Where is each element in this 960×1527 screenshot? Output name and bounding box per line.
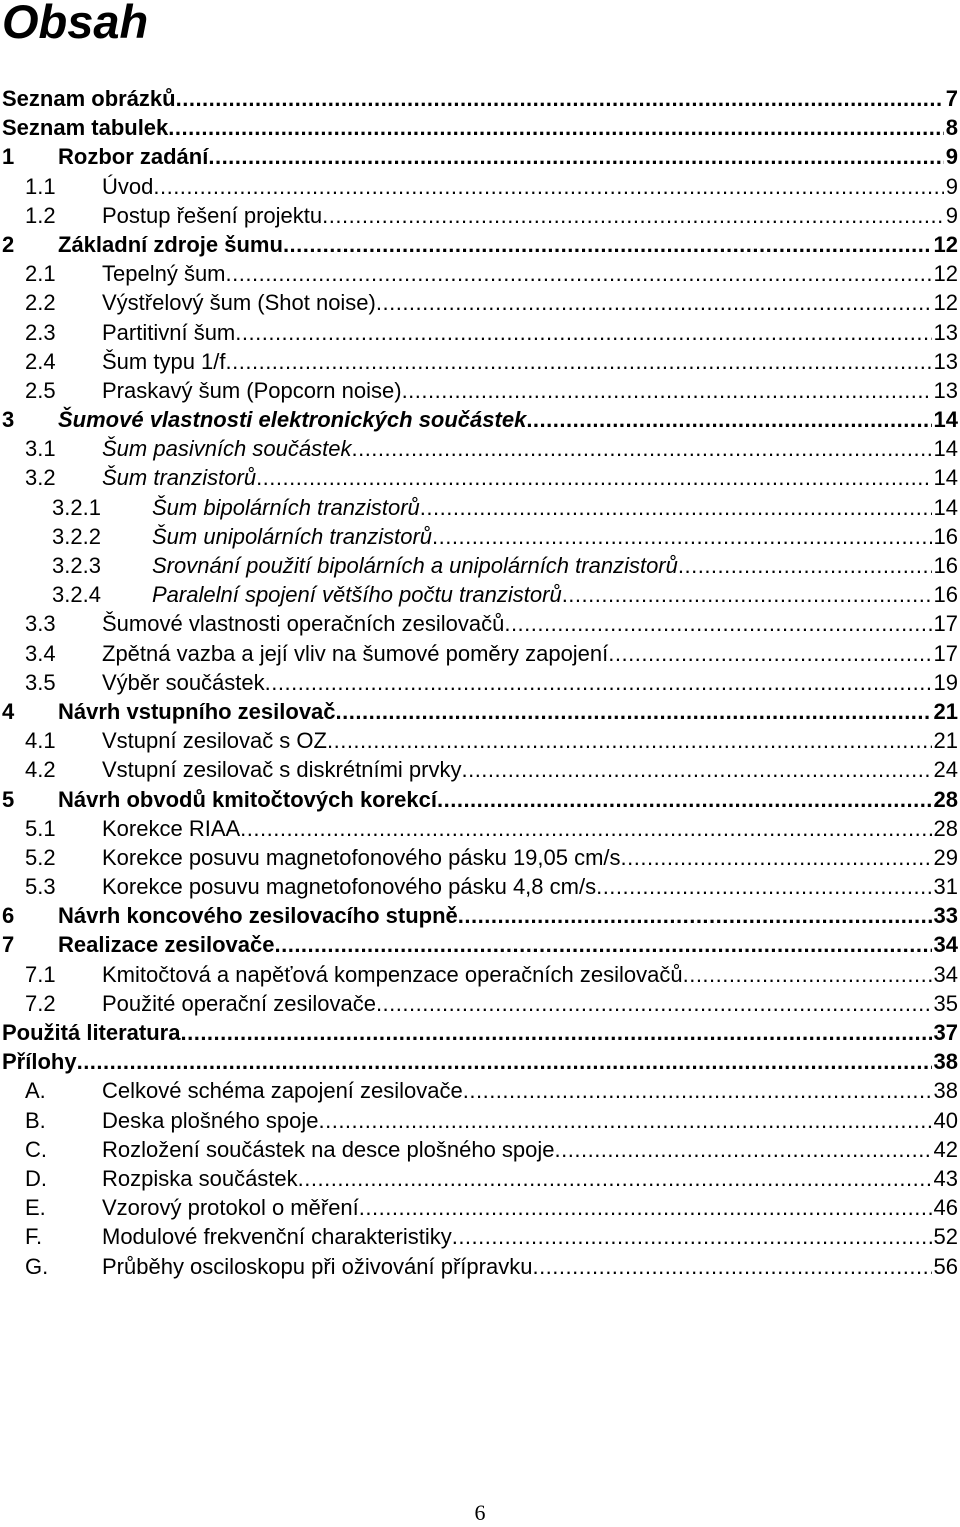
- toc-dot-leader: [322, 201, 944, 230]
- toc-entry[interactable]: [0, 1222, 958, 1251]
- toc-dot-leader: [318, 1106, 931, 1135]
- toc-dot-leader: [265, 668, 932, 697]
- toc-entry-title: Šum pasivních součástek: [102, 436, 352, 462]
- toc-entry-page: 13: [933, 348, 958, 374]
- toc-entry-number: A.: [25, 1078, 46, 1104]
- toc-entry-page: 28: [933, 815, 958, 841]
- toc-entry-page: 35: [933, 990, 958, 1016]
- toc-entry-number: 2.5: [25, 377, 56, 403]
- toc-dot-leader: [437, 785, 932, 814]
- toc-entry-number: 7.1: [25, 961, 56, 987]
- toc-entry-page: 46: [933, 1195, 958, 1221]
- toc-entry-page: 7: [945, 86, 958, 111]
- toc-entry-number: 2.3: [25, 319, 56, 345]
- toc-entry-title: Tepelný šum: [102, 261, 226, 287]
- toc-entry-page: 12: [933, 231, 958, 257]
- toc-entry-page: 40: [933, 1107, 958, 1133]
- toc-dot-leader: [402, 376, 932, 405]
- toc-entry-title: Základní zdroje šumu: [58, 231, 283, 257]
- toc-entry[interactable]: [0, 872, 958, 901]
- toc-entry[interactable]: [0, 522, 958, 551]
- toc-entry-page: 12: [933, 290, 958, 316]
- toc-entry-title: Přílohy: [2, 1049, 77, 1075]
- toc-dot-leader: [562, 580, 932, 609]
- toc-entry-title: Návrh obvodů kmitočtových korekcí: [58, 786, 437, 812]
- toc-entry-title: Postup řešení projektu: [102, 202, 323, 228]
- toc-entry-title: Srovnání použití bipolárních a unipolárních tranzistorů: [152, 553, 678, 578]
- toc-entry-title: Korekce posuvu magnetofonového pásku 19,05 cm/s: [102, 844, 621, 870]
- toc-entry-title: Modulové frekvenční charakteristiky: [102, 1224, 452, 1250]
- toc-entry[interactable]: [0, 843, 958, 872]
- toc-dot-leader: [235, 318, 931, 347]
- toc-entry-number: 3.2.3: [52, 553, 101, 578]
- toc-entry-title: Výstřelový šum (Shot noise): [102, 290, 376, 316]
- toc-entry-number: 7.2: [25, 990, 56, 1016]
- toc-entry-number: C.: [25, 1136, 47, 1162]
- toc-entry[interactable]: [0, 580, 958, 609]
- toc-entry-title: Zpětná vazba a její vliv na šumové poměry zapojení: [102, 640, 609, 666]
- toc-entry-number: 5.3: [25, 874, 56, 900]
- toc-entry-number: 3.2.4: [52, 582, 101, 608]
- toc-entry-number: 2: [2, 231, 15, 257]
- toc-entry-page: 13: [933, 319, 958, 345]
- toc-entry-number: D.: [25, 1165, 47, 1191]
- toc-entry-page: 56: [933, 1253, 958, 1279]
- toc-entry-page: 33: [933, 903, 958, 929]
- toc-entry[interactable]: [0, 347, 958, 376]
- toc-entry-number: 4.1: [25, 728, 56, 754]
- toc-entry-title: Návrh koncového zesilovacího stupně: [58, 903, 458, 929]
- toc-entry-title: Šumové vlastnosti elektronických součástek: [58, 407, 527, 433]
- toc-entry[interactable]: [0, 697, 958, 726]
- toc-entry[interactable]: [0, 1018, 958, 1047]
- toc-entry[interactable]: [0, 960, 958, 989]
- toc-entry-number: B.: [25, 1107, 46, 1133]
- toc-entry[interactable]: [0, 493, 958, 522]
- toc-dot-leader: [678, 551, 932, 580]
- toc-entry-page: 14: [933, 465, 958, 491]
- toc-entry-number: G.: [25, 1253, 49, 1279]
- table-of-contents: [0, 84, 958, 1281]
- toc-entry[interactable]: [0, 405, 958, 434]
- toc-entry-page: 21: [933, 728, 958, 754]
- toc-entry[interactable]: [0, 84, 958, 113]
- toc-entry[interactable]: [0, 1047, 958, 1076]
- toc-entry-page: 14: [933, 436, 958, 462]
- toc-entry-title: Vstupní zesilovač s diskrétními prvky: [102, 757, 462, 783]
- toc-entry-number: 4.2: [25, 757, 56, 783]
- toc-dot-leader: [504, 609, 931, 638]
- toc-entry-number: 3: [2, 407, 15, 433]
- toc-dot-leader: [432, 522, 931, 551]
- toc-entry-page: 8: [945, 115, 958, 141]
- toc-dot-leader: [458, 901, 932, 930]
- toc-entry-number: 3.3: [25, 611, 56, 637]
- toc-entry-page: 9: [945, 173, 958, 199]
- toc-entry-page: 28: [933, 786, 958, 812]
- toc-entry-title: Seznam obrázků: [2, 86, 176, 111]
- toc-entry-title: Návrh vstupního zesilovač: [58, 698, 336, 724]
- toc-dot-leader: [240, 814, 931, 843]
- toc-dot-leader: [461, 755, 931, 784]
- toc-entry[interactable]: [0, 609, 958, 638]
- toc-dot-leader: [256, 463, 931, 492]
- toc-dot-leader: [168, 113, 943, 142]
- toc-entry-title: Vstupní zesilovač s OZ: [102, 728, 327, 754]
- toc-entry[interactable]: [0, 989, 958, 1018]
- toc-entry-title: Šumové vlastnosti operačních zesilovačů: [102, 611, 505, 637]
- toc-entry-number: 5.1: [25, 815, 56, 841]
- toc-dot-leader: [226, 259, 932, 288]
- toc-dot-leader: [596, 872, 931, 901]
- toc-entry-page: 9: [945, 202, 958, 228]
- toc-entry-page: 14: [933, 494, 958, 520]
- toc-entry-title: Šum unipolárních tranzistorů: [152, 523, 433, 549]
- toc-entry-number: 2.1: [25, 261, 56, 287]
- toc-entry-title: Šum tranzistorů: [102, 465, 257, 491]
- toc-entry-number: 1.1: [25, 173, 56, 199]
- toc-entry[interactable]: [0, 1252, 958, 1281]
- toc-entry-page: 19: [933, 669, 958, 695]
- toc-dot-leader: [526, 405, 931, 434]
- toc-entry-number: 7: [2, 932, 15, 958]
- toc-entry-page: 43: [933, 1165, 958, 1191]
- toc-dot-leader: [452, 1222, 932, 1251]
- toc-dot-leader: [621, 843, 932, 872]
- toc-entry[interactable]: [0, 288, 958, 317]
- toc-entry-page: 16: [933, 582, 958, 608]
- toc-entry-title: Korekce posuvu magnetofonového pásku 4,8 cm/s: [102, 874, 597, 900]
- toc-entry-title: Použitá literatura: [2, 1020, 181, 1045]
- toc-entry-page: 21: [933, 698, 958, 724]
- toc-entry-number: 5: [2, 786, 15, 812]
- toc-entry[interactable]: [0, 1193, 958, 1222]
- toc-dot-leader: [608, 639, 931, 668]
- toc-dot-leader: [351, 434, 931, 463]
- toc-entry[interactable]: [0, 755, 958, 784]
- toc-entry-number: 3.2.1: [52, 494, 101, 520]
- toc-entry-number: 6: [2, 903, 15, 929]
- toc-dot-leader: [226, 347, 932, 376]
- toc-entry-page: 31: [933, 874, 958, 900]
- toc-entry-number: 4: [2, 698, 15, 724]
- toc-entry-title: Průběhy osciloskopu při oživování přípravku: [102, 1253, 533, 1279]
- toc-entry-title: Celkové schéma zapojení zesilovače: [102, 1078, 463, 1104]
- toc-entry[interactable]: [0, 172, 958, 201]
- toc-entry[interactable]: [0, 142, 958, 171]
- toc-dot-leader: [683, 960, 932, 989]
- toc-entry[interactable]: [0, 726, 958, 755]
- toc-dot-leader: [555, 1135, 932, 1164]
- page-title: Obsah: [2, 0, 149, 48]
- toc-entry-number: 3.1: [25, 436, 56, 462]
- toc-entry-number: E.: [25, 1195, 46, 1221]
- toc-entry-title: Seznam tabulek: [2, 115, 169, 141]
- toc-entry-title: Použité operační zesilovače: [102, 990, 376, 1016]
- toc-entry-page: 38: [933, 1049, 958, 1075]
- toc-entry-number: 1.2: [25, 202, 56, 228]
- toc-dot-leader: [420, 493, 932, 522]
- toc-dot-leader: [176, 84, 944, 113]
- toc-dot-leader: [274, 930, 931, 959]
- toc-entry-title: Šum typu 1/f: [102, 348, 226, 374]
- toc-entry[interactable]: [0, 785, 958, 814]
- toc-entry[interactable]: [0, 201, 958, 230]
- toc-entry-page: 38: [933, 1078, 958, 1104]
- toc-entry-page: 17: [933, 611, 958, 637]
- toc-entry-number: 2.4: [25, 348, 56, 374]
- toc-entry-number: 2.2: [25, 290, 56, 316]
- toc-entry[interactable]: [0, 113, 958, 142]
- toc-entry-number: 3.5: [25, 669, 56, 695]
- toc-entry[interactable]: [0, 639, 958, 668]
- toc-dot-leader: [208, 142, 943, 171]
- toc-entry-title: Šum bipolárních tranzistorů: [152, 494, 420, 520]
- toc-entry-page: 29: [933, 844, 958, 870]
- toc-dot-leader: [77, 1047, 932, 1076]
- toc-entry-title: Rozbor zadání: [58, 144, 209, 170]
- toc-entry[interactable]: [0, 434, 958, 463]
- toc-entry-title: Rozpiska součástek: [102, 1165, 298, 1191]
- toc-entry-page: 17: [933, 640, 958, 666]
- toc-entry-number: 3.4: [25, 640, 56, 666]
- toc-entry[interactable]: [0, 463, 958, 492]
- toc-entry-page: 16: [933, 523, 958, 549]
- toc-dot-leader: [376, 288, 932, 317]
- toc-entry-title: Výběr součástek: [102, 669, 265, 695]
- toc-entry-page: 37: [933, 1020, 958, 1045]
- toc-entry[interactable]: [0, 259, 958, 288]
- toc-entry[interactable]: [0, 1164, 958, 1193]
- toc-entry-number: F.: [25, 1224, 43, 1250]
- toc-entry-page: 9: [945, 144, 958, 170]
- toc-entry[interactable]: [0, 318, 958, 347]
- toc-entry[interactable]: [0, 551, 958, 580]
- toc-entry-page: 12: [933, 261, 958, 287]
- toc-entry-number: 1: [2, 144, 15, 170]
- toc-entry[interactable]: [0, 930, 958, 959]
- toc-dot-leader: [153, 172, 943, 201]
- toc-entry-page: 13: [933, 377, 958, 403]
- toc-entry-title: Rozložení součástek na desce plošného spoje: [102, 1136, 555, 1162]
- toc-entry-page: 42: [933, 1136, 958, 1162]
- toc-entry-title: Paralelní spojení většího počtu tranzistorů: [152, 582, 562, 608]
- toc-dot-leader: [327, 726, 932, 755]
- toc-dot-leader: [463, 1076, 932, 1105]
- toc-entry-page: 16: [933, 553, 958, 578]
- toc-entry[interactable]: [0, 376, 958, 405]
- page-number: 6: [474, 1500, 486, 1525]
- toc-entry-page: 24: [933, 757, 958, 783]
- toc-dot-leader: [532, 1252, 931, 1281]
- toc-entry-number: 3.2: [25, 465, 56, 491]
- toc-entry-title: Kmitočtová a napěťová kompenzace operačních zesilovačů: [102, 961, 683, 987]
- toc-entry[interactable]: [0, 668, 958, 697]
- toc-entry[interactable]: [0, 1106, 958, 1135]
- toc-entry-page: 34: [933, 932, 958, 958]
- toc-dot-leader: [376, 989, 932, 1018]
- toc-entry[interactable]: [0, 901, 958, 930]
- toc-entry-title: Vzorový protokol o měření: [102, 1195, 359, 1221]
- toc-dot-leader: [180, 1018, 931, 1047]
- toc-entry-title: Partitivní šum: [102, 319, 236, 345]
- toc-dot-leader: [283, 230, 932, 259]
- toc-entry-page: 14: [933, 407, 958, 433]
- toc-entry[interactable]: [0, 230, 958, 259]
- toc-entry[interactable]: [0, 814, 958, 843]
- toc-entry-title: Praskavý šum (Popcorn noise): [102, 377, 402, 403]
- toc-dot-leader: [336, 697, 932, 726]
- toc-entry-title: Realizace zesilovače: [58, 932, 275, 958]
- toc-dot-leader: [359, 1193, 932, 1222]
- toc-entry-title: Korekce RIAA: [102, 815, 241, 841]
- toc-entry-page: 34: [933, 961, 958, 987]
- toc-entry-page: 52: [933, 1224, 958, 1250]
- toc-entry-title: Deska plošného spoje: [102, 1107, 319, 1133]
- toc-entry[interactable]: [0, 1076, 958, 1105]
- toc-dot-leader: [298, 1164, 932, 1193]
- toc-entry-title: Úvod: [102, 173, 154, 199]
- toc-entry-number: 5.2: [25, 844, 56, 870]
- toc-entry-number: 3.2.2: [52, 523, 101, 549]
- toc-entry[interactable]: [0, 1135, 958, 1164]
